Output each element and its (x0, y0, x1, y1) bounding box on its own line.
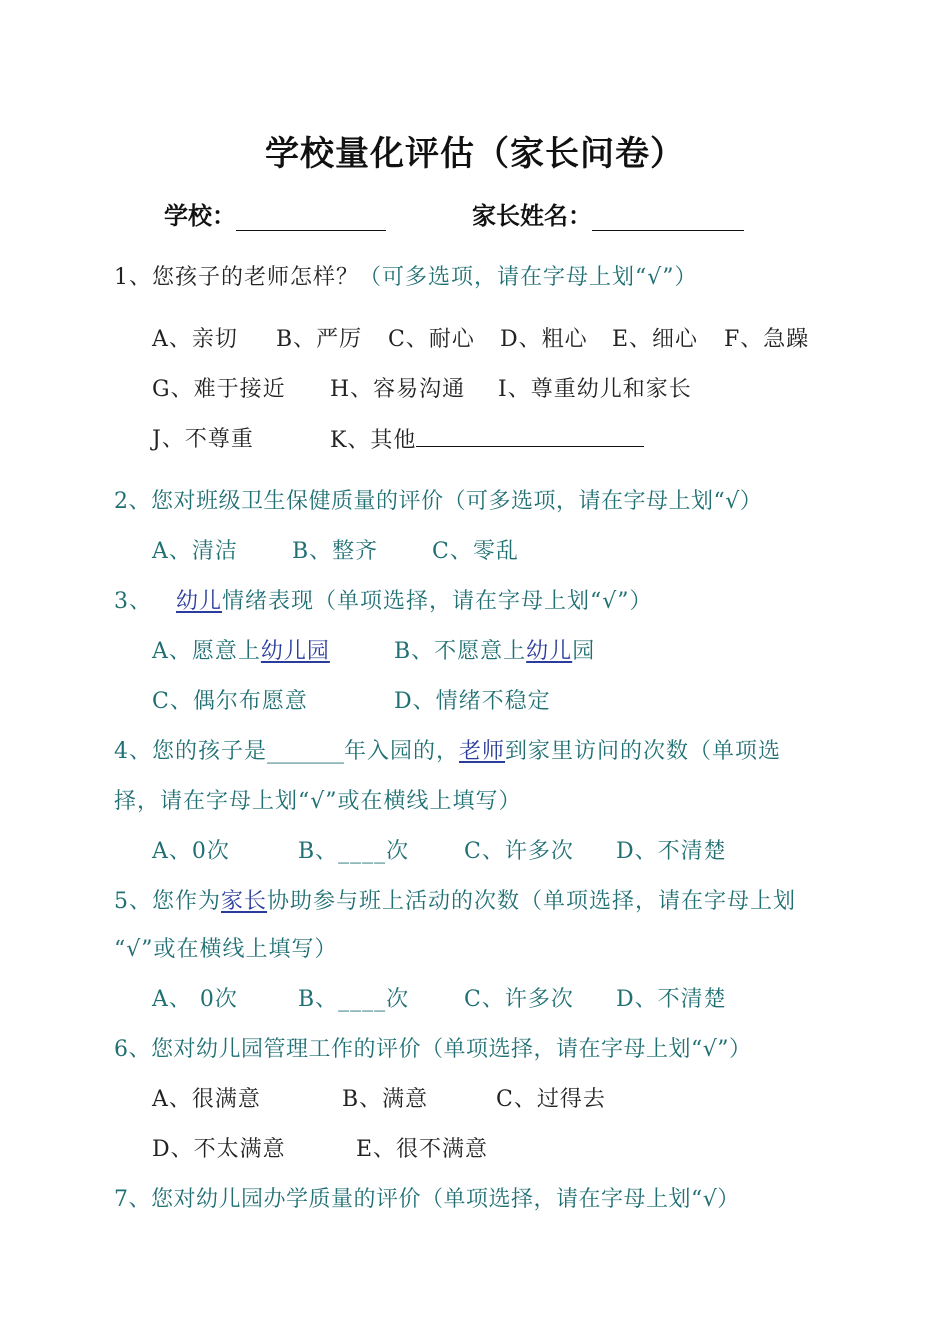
question-5-text-post: 协助参与班上活动的次数（单项选择，请在字母上划 (267, 889, 797, 914)
question-1-hint: （可多选项，请在字母上划“√”） (359, 265, 698, 290)
question-4-text-post: 到家里访问的次数（单项选 (505, 739, 782, 764)
q5-option-a[interactable]: A、 0次 (152, 987, 238, 1012)
question-4-line-2: 择，请在字母上划“√”或在横线上填写） (114, 789, 522, 814)
question-4-line-1 (114, 734, 781, 765)
q6-option-a[interactable]: A、很满意 (152, 1087, 261, 1112)
question-5-options (0, 982, 950, 1012)
question-6-options-row-2 (0, 1132, 950, 1162)
q1-other-blank[interactable] (416, 422, 644, 447)
school-blank[interactable] (236, 204, 386, 231)
question-3-link-youer[interactable]: 幼儿 (176, 589, 223, 614)
question-2-options (0, 534, 950, 564)
q3-option-a-link[interactable]: 幼儿园 (260, 639, 330, 664)
q5-option-b[interactable]: B、____次 (298, 987, 410, 1012)
question-1 (114, 260, 698, 291)
q6-option-d[interactable]: D、不太满意 (152, 1137, 286, 1162)
parent-name-field (472, 196, 744, 231)
question-1-options-row-3 (0, 422, 950, 452)
q1-option-c[interactable]: C、耐心 (388, 327, 475, 352)
question-4-options (0, 834, 950, 864)
q1-option-b[interactable]: B、严厉 (276, 327, 363, 352)
question-5-line-1 (114, 884, 796, 915)
question-5-text-pre: 5、您作为 (114, 889, 221, 914)
q1-option-a[interactable]: A、亲切 (152, 327, 238, 352)
header-fields (0, 196, 950, 236)
q1-option-k (330, 422, 644, 454)
school-field (164, 196, 386, 231)
q3-option-a-text: A、愿意上 (152, 639, 261, 664)
question-3-options-row-2 (0, 684, 950, 714)
q1-option-f[interactable]: F、急躁 (724, 327, 810, 352)
question-2: 2、您对班级卫生保健质量的评价（可多选项，请在字母上划“√） (114, 489, 763, 514)
parent-name-blank[interactable] (592, 204, 744, 231)
q1-option-k-label[interactable]: K、其他 (330, 428, 417, 453)
q6-option-b[interactable]: B、满意 (342, 1087, 429, 1112)
q1-option-g[interactable]: G、难于接近 (152, 377, 286, 402)
question-6: 6、您对幼儿园管理工作的评价（单项选择，请在字母上划“√”） (114, 1037, 752, 1062)
question-3 (114, 584, 653, 615)
question-4-year-blank[interactable]: _______ (267, 739, 344, 764)
q1-option-i[interactable]: I、尊重幼儿和家长 (498, 377, 692, 402)
q3-option-b[interactable] (394, 634, 595, 665)
q1-option-d[interactable]: D、粗心 (500, 327, 588, 352)
question-3-number: 3、 (114, 589, 152, 614)
q3-option-d[interactable]: D、情绪不稳定 (394, 689, 551, 714)
q3-option-b-suffix: 园 (572, 639, 596, 664)
school-label: 学校： (164, 201, 236, 230)
question-5-link-parent[interactable]: 家长 (221, 889, 268, 914)
q3-option-a[interactable] (152, 634, 330, 665)
q5-option-d[interactable]: D、不清楚 (616, 987, 727, 1012)
q4-option-c[interactable]: C、许多次 (464, 839, 574, 864)
q1-option-e[interactable]: E、细心 (612, 327, 699, 352)
q1-option-h[interactable]: H、容易沟通 (330, 377, 466, 402)
question-7: 7、您对幼儿园办学质量的评价（单项选择，请在字母上划“√） (114, 1187, 740, 1212)
q4-option-a[interactable]: A、0次 (152, 839, 230, 864)
question-1-text: 1、您孩子的老师怎样？ (114, 265, 359, 290)
q3-option-c[interactable]: C、偶尔布愿意 (152, 689, 308, 714)
question-4-text-pre: 4、您的孩子是 (114, 739, 267, 764)
q3-option-b-text: B、不愿意上 (394, 639, 527, 664)
q6-option-c[interactable]: C、过得去 (496, 1087, 606, 1112)
q3-option-b-link[interactable]: 幼儿 (526, 639, 573, 664)
parent-name-label: 家长姓名： (472, 201, 592, 230)
q2-option-b[interactable]: B、整齐 (292, 539, 379, 564)
question-5-line-2: “√”或在横线上填写） (114, 937, 338, 962)
question-6-options-row-1 (0, 1082, 950, 1112)
q4-option-b[interactable]: B、____次 (298, 839, 410, 864)
question-3-text: 情绪表现（单项选择，请在字母上划“√”） (222, 589, 653, 614)
q5-option-c[interactable]: C、许多次 (464, 987, 574, 1012)
q6-option-e[interactable]: E、很不满意 (356, 1137, 489, 1162)
question-1-options-row-1 (0, 322, 950, 352)
q2-option-c[interactable]: C、零乱 (432, 539, 519, 564)
page-title: 学校量化评估（家长问卷） (265, 134, 685, 174)
q4-option-d[interactable]: D、不清楚 (616, 839, 727, 864)
question-4-text-mid: 年入园的， (344, 739, 460, 764)
q1-option-j[interactable]: J、不尊重 (152, 427, 254, 452)
q2-option-a[interactable]: A、清洁 (152, 539, 238, 564)
question-4-link-teacher[interactable]: 老师 (459, 739, 506, 764)
question-1-options-row-2 (0, 372, 950, 402)
question-3-options-row-1 (0, 634, 950, 664)
